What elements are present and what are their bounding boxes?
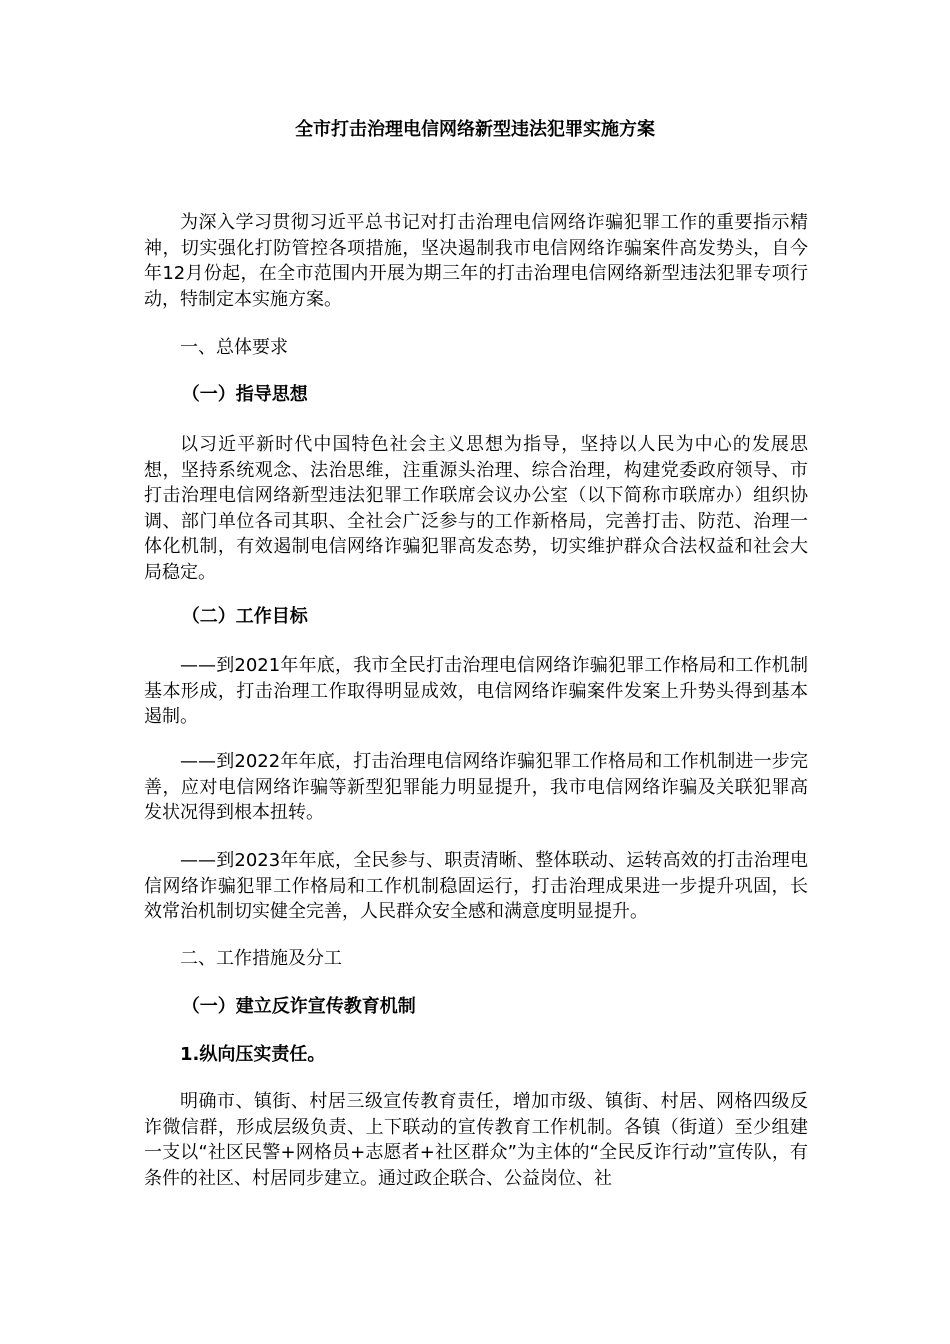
- vertical-responsibility-paragraph: 明确市、镇街、村居三级宣传教育责任，增加市级、镇街、村居、网格四级反诈微信群，形成层级负责、上下联动的宣传教育工作机制。各镇（街道）至少组建一支以“社区民警+网格员+志愿者+社区群众”为主体的“全民反诈行动”宣传队，有条件的社区、村居同步建立。通过政企联合、公益岗位、社: [144, 1091, 808, 1189]
- item-heading-vertical-responsibility: 1.纵向压实责任。: [180, 1044, 326, 1065]
- document-title: 全市打击治理电信网络新型违法犯罪实施方案: [295, 119, 655, 140]
- goal-2021-paragraph: ——到2021年年底，我市全民打击治理电信网络诈骗犯罪工作格局和工作机制基本形成，打击治理工作取得明显成效，电信网络诈骗案件发案上升势头得到基本遏制。: [144, 655, 808, 727]
- section-heading-measures: 二、工作措施及分工: [180, 948, 342, 969]
- subsection-heading-anti-fraud-education: （一）建立反诈宣传教育机制: [181, 996, 416, 1017]
- goal-2023-paragraph: ——到2023年年底，全民参与、职责清晰、整体联动、运转高效的打击治理电信网络诈骗犯罪工作格局和工作机制稳固运行，打击治理成果进一步提升巩固，长效常治机制切实健全完善，人民群众安全感和满意度明显提升。: [144, 850, 808, 922]
- goal-2022-paragraph: ——到2022年年底，打击治理电信网络诈骗犯罪工作格局和工作机制进一步完善，应对电信网络诈骗等新型犯罪能力明显提升，我市电信网络诈骗及关联犯罪高发状况得到根本扭转。: [144, 751, 808, 823]
- intro-paragraph: 为深入学习贯彻习近平总书记对打击治理电信网络诈骗犯罪工作的重要指示精神，切实强化打防管控各项措施，坚决遏制我市电信网络诈骗案件高发势头，自今年12月份起，在全市范围内开展为期三年的打击治理电信网络新型违法犯罪专项行动，特制定本实施方案。: [144, 212, 808, 310]
- subsection-heading-guiding-thought: （一）指导思想: [181, 384, 308, 405]
- guiding-thought-paragraph: 以习近平新时代中国特色社会主义思想为指导，坚持以人民为中心的发展思想，坚持系统观念、法治思维，注重源头治理、综合治理，构建党委政府领导、市打击治理电信网络新型违法犯罪工作联席会议办公室（以下简称市联席办）组织协调、部门单位各司其职、全社会广泛参与的工作新格局，完善打击、防范、治理一体化机制，有效遏制电信网络诈骗犯罪高发态势，切实维护群众合法权益和社会大局稳定。: [144, 434, 808, 583]
- section-heading-general-requirements: 一、总体要求: [180, 337, 288, 358]
- subsection-heading-work-goals: （二）工作目标: [181, 606, 308, 627]
